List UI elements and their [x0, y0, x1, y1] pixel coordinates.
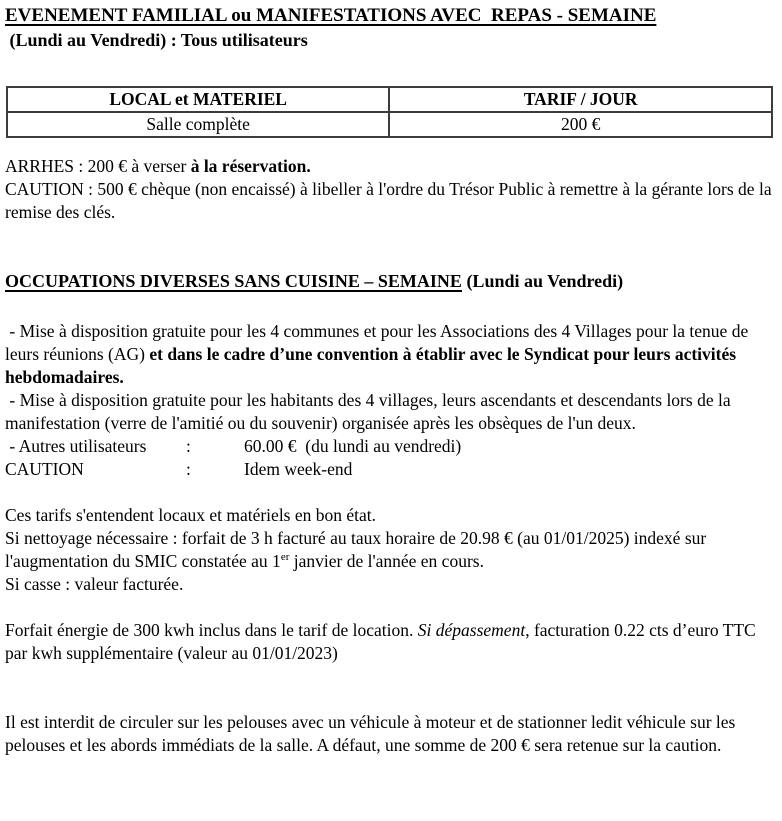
- lawn-notice-paragraph: Il est interdit de circuler sur les pelouses avec un véhicule à moteur et de stationner ledit véhicule sur les pelouses et les abords immédiats de la salle. A défaut, une somme de 200 € sera retenue sur la caution.: [5, 712, 740, 755]
- tariff-cell-tarif: 200 €: [389, 112, 772, 137]
- other-users-separator: :: [186, 436, 191, 456]
- cleaning-text-1: Si nettoyage nécessaire : forfait de 3 h facturé au taux horaire de 20.98 € (au 01/01/2025) indexé sur l'augmentation du SMIC constatée au 1: [5, 528, 711, 571]
- caution-idem-separator: :: [186, 459, 191, 479]
- energy-paragraph: [5, 619, 775, 665]
- energy-text-2: , facturation 0.22 cts d’euro TTC par kwh supplémentaire (valeur au 01/01/2023): [5, 620, 761, 663]
- tariff-table-header-row: [7, 87, 772, 112]
- table-row: [7, 112, 772, 137]
- section-heading-occupations: [5, 270, 775, 293]
- tariff-table-header-local: LOCAL et MATERIEL: [7, 87, 389, 112]
- section-heading-suffix: (Lundi au Vendredi): [461, 271, 624, 291]
- other-users-label: - Autres utilisateurs: [5, 436, 147, 456]
- energy-italic: Si dépassement: [417, 620, 526, 640]
- breakage-line: Si casse : valeur facturée.: [5, 574, 184, 594]
- free-use-communes-paragraph: [5, 320, 775, 389]
- tariff-table: [6, 86, 773, 138]
- caution-idem-value: Idem week-end: [244, 459, 353, 479]
- cleaning-text-2: janvier de l'année en cours.: [289, 551, 484, 571]
- free-use-communes-text: - Mise à disposition gratuite pour les 4 communes et pour les Associations des 4 Villages pour la tenue de leurs réunions (AG): [5, 321, 753, 364]
- document-subtitle: (Lundi au Vendredi) : Tous utilisateurs: [5, 30, 308, 50]
- cleaning-line: [5, 527, 775, 573]
- tariff-table-header-tarif: TARIF / JOUR: [389, 87, 772, 112]
- free-use-communes-bold: et dans le cadre d’une convention à établir avec le Syndicat pour leurs activités hebdomadaires.: [5, 344, 741, 387]
- good-state-line: Ces tarifs s'entendent locaux et matériels en bon état.: [5, 505, 377, 525]
- caution-line: CAUTION : 500 € chèque (non encaissé) à libeller à l'ordre du Trésor Public à remettre à la gérante lors de la remise des clés.: [5, 179, 776, 222]
- other-users-value: 60.00 € (du lundi au vendredi): [244, 436, 462, 456]
- section-heading-underlined: OCCUPATIONS DIVERSES SANS CUISINE – SEMAINE: [5, 271, 462, 291]
- cleaning-superscript: er: [280, 551, 290, 564]
- arrhes-bold-text: à la réservation.: [190, 156, 311, 176]
- other-users-line: [5, 435, 775, 458]
- document-title-text: EVENEMENT FAMILIAL ou MANIFESTATIONS AVEC REPAS - SEMAINE: [5, 5, 657, 26]
- free-use-inhabitants-paragraph: - Mise à disposition gratuite pour les habitants des 4 villages, leurs ascendants et descendants lors de la manifestation (verre de l'amitié ou du souvenir) organisée après les obsèques de l'un deux.: [5, 390, 735, 433]
- document-title: [5, 4, 775, 28]
- energy-text-1: Forfait énergie de 300 kwh inclus dans le tarif de location.: [5, 620, 418, 640]
- arrhes-text: ARRHES : 200 € à verser: [5, 156, 191, 176]
- caution-idem-label: CAUTION: [5, 459, 84, 479]
- arrhes-line: [5, 155, 775, 178]
- tariff-cell-local: Salle complète: [7, 112, 389, 137]
- caution-idem-line: [5, 458, 775, 481]
